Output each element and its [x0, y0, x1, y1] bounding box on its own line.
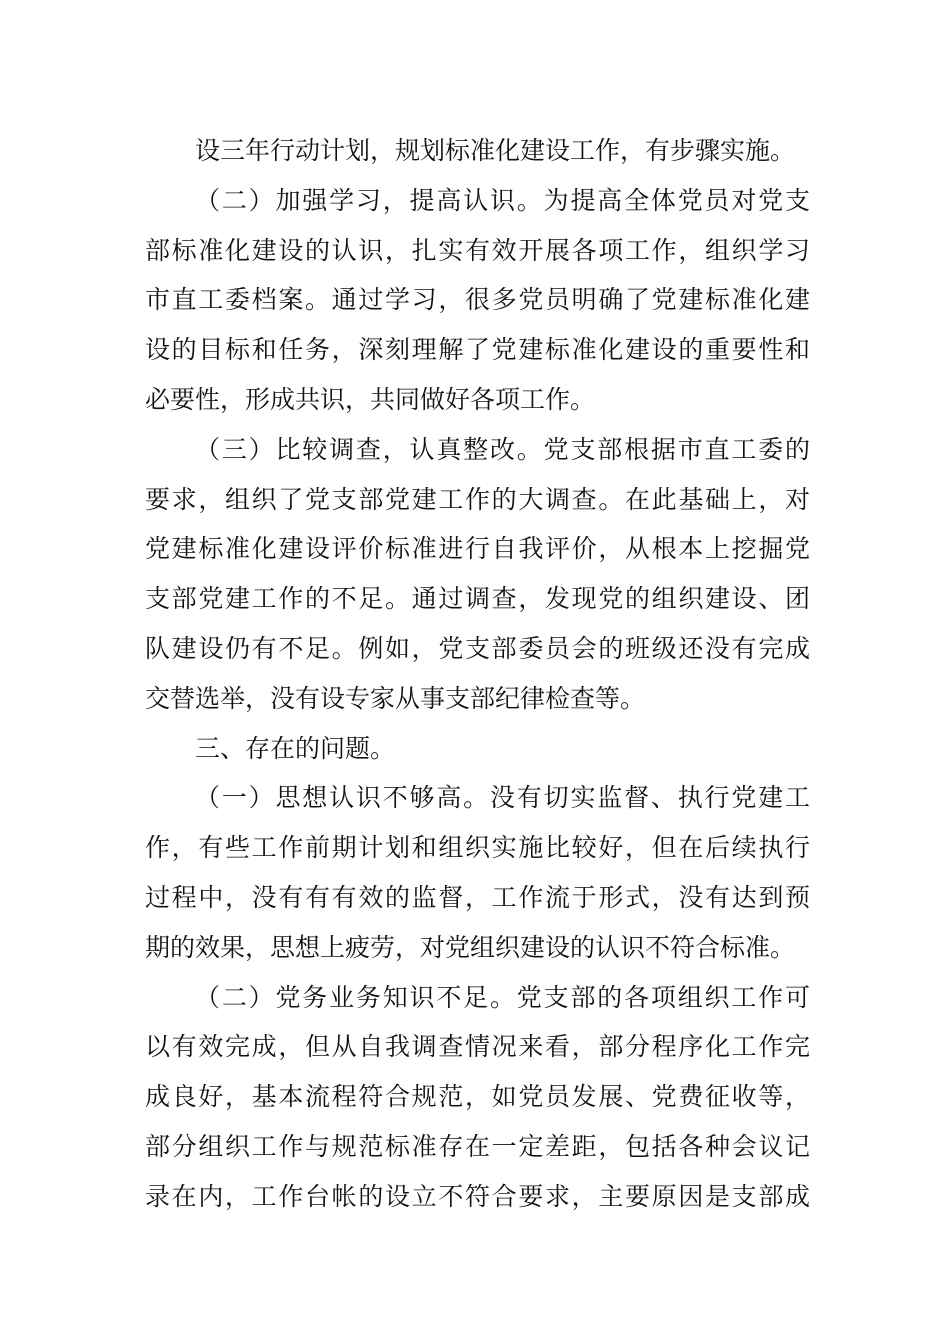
text-line: 期的效果，思想上疲劳，对党组织建设的认识不符合标准。: [145, 932, 796, 962]
text-line: 过程中，没有有有效的监督，工作流于形式，没有达到预: [145, 882, 810, 912]
text-line: （一）思想认识不够高。没有切实监督、执行党建工: [195, 783, 810, 813]
text-line: 必要性，形成共识，共同做好各项工作。: [145, 384, 596, 414]
text-line: （二）加强学习，提高认识。为提高全体党员对党支: [195, 185, 810, 215]
text-line: 以有效完成，但从自我调查情况来看，部分程序化工作完: [145, 1032, 810, 1062]
text-line: 交替选举，没有设专家从事支部纪律检查等。: [145, 683, 646, 713]
text-line: 支部党建工作的不足。通过调查，发现党的组织建设、团: [145, 584, 810, 614]
document-body: [145, 126, 810, 1222]
text-line: 设的目标和任务，深刻理解了党建标准化建设的重要性和: [145, 335, 810, 365]
section-heading: 三、存在的问题。: [195, 733, 396, 763]
text-line: 设三年行动计划，规划标准化建设工作，有步骤实施。: [195, 136, 796, 165]
text-line: 要求，组织了党支部党建工作的大调查。在此基础上，对: [145, 484, 810, 514]
text-line: 成良好，基本流程符合规范，如党员发展、党费征收等，: [145, 1082, 810, 1112]
text-line: 作，有些工作前期计划和组织实施比较好，但在后续执行: [145, 833, 810, 863]
text-line: （三）比较调查，认真整改。党支部根据市直工委的: [195, 434, 810, 464]
text-line: 录在内，工作台帐的设立不符合要求，主要原因是支部成: [145, 1181, 810, 1211]
text-line: 部分组织工作与规范标准存在一定差距，包括各种会议记: [145, 1131, 810, 1161]
text-line: 部标准化建设的认识，扎实有效开展各项工作，组织学习: [145, 235, 810, 265]
text-line: 党建标准化建设评价标准进行自我评价，从根本上挖掘党: [145, 534, 810, 564]
text-line: 队建设仍有不足。例如，党支部委员会的班级还没有完成: [145, 633, 810, 663]
text-line: 市直工委档案。通过学习，很多党员明确了党建标准化建: [145, 285, 810, 315]
text-line: （二）党务业务知识不足。党支部的各项组织工作可: [195, 982, 810, 1012]
